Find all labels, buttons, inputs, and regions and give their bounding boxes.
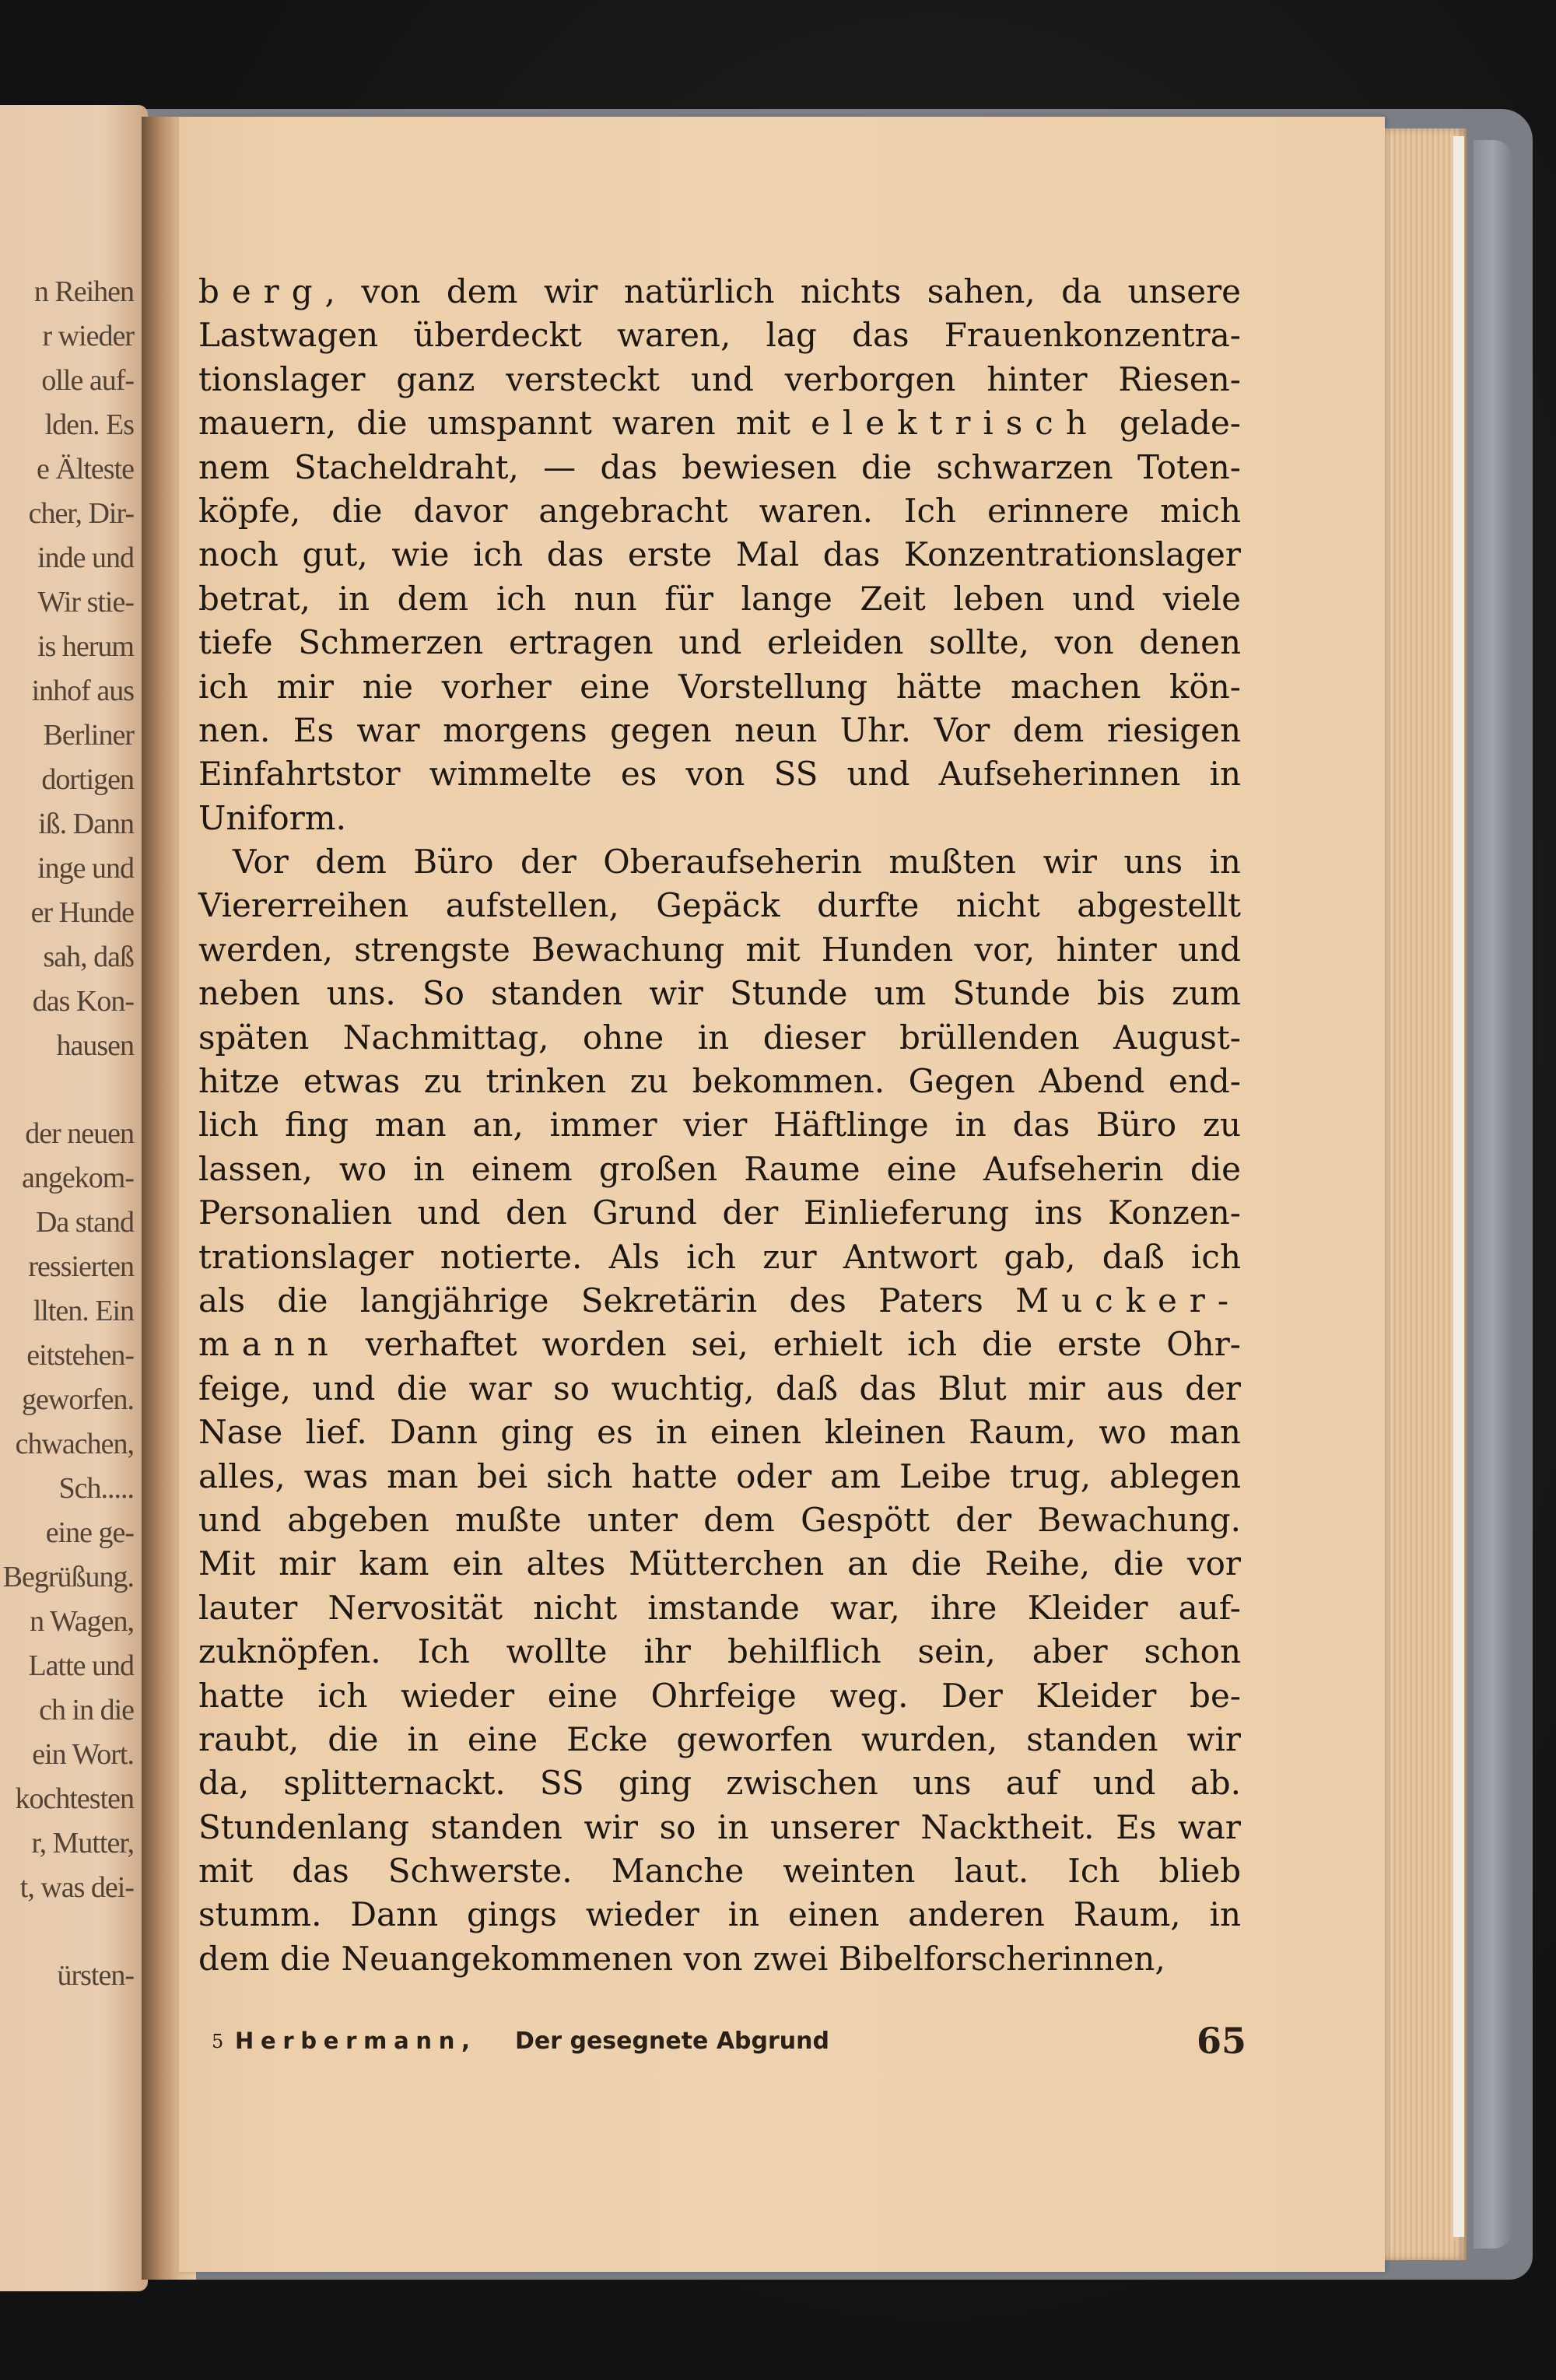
footer-author: Herbermann, xyxy=(235,2028,477,2054)
left-page-line: ein Wort. xyxy=(32,1738,134,1771)
text-line: nem Stacheldraht, — das bewiesen die schwarzen Toten- xyxy=(198,447,1241,486)
text-line: hitze etwas zu trinken zu bekommen. Gegen Abend end- xyxy=(198,1062,1241,1101)
text-line: tiefe Schmerzen ertragen und erleiden sollte, von denen xyxy=(198,623,1241,662)
text-line: zuknöpfen. Ich wollte ihr behilflich sein, aber schon xyxy=(198,1632,1241,1671)
left-page-line: t, was dei- xyxy=(19,1871,134,1904)
left-page-line: inhof aus xyxy=(31,675,134,707)
text-line: raubt, die in eine Ecke geworfen wurden, standen wir xyxy=(198,1719,1241,1758)
left-page-line: ch in die xyxy=(39,1694,134,1726)
left-page-line: cher, Dir- xyxy=(28,497,134,530)
footer-book-title: Der gesegnete Abgrund xyxy=(515,2028,829,2055)
text-line: späten Nachmittag, ohne in dieser brüllenden August- xyxy=(198,1018,1241,1057)
left-page-line: hausen xyxy=(56,1029,134,1062)
signature-mark: 5 xyxy=(212,2031,224,2052)
text-line: Nase lief. Dann ging es in einen kleinen Raum, wo man xyxy=(198,1413,1241,1452)
left-page-gap xyxy=(0,1910,134,1954)
page-edge-highlight xyxy=(1453,136,1464,2237)
left-page-line: n Reihen xyxy=(33,275,134,308)
left-page-line: Da stand xyxy=(35,1206,134,1239)
text-line: werden, strengste Bewachung mit Hunden vor, hinter und xyxy=(198,930,1241,969)
left-page-line: ressierten xyxy=(28,1250,134,1283)
left-page-line: geworfen. xyxy=(22,1383,134,1416)
text-line: betrat, in dem ich nun für lange Zeit leben und viele xyxy=(198,579,1241,618)
text-line: tionslager ganz versteckt und verborgen hinter Riesen- xyxy=(198,359,1241,398)
left-page-line: Begrüßung. xyxy=(2,1561,134,1593)
text-line: Personalien und den Grund der Einlieferung ins Konzen- xyxy=(198,1194,1241,1232)
left-page-line: r, Mutter, xyxy=(31,1827,134,1859)
text-line: köpfe, die davor angebracht waren. Ich erinnere mich xyxy=(198,491,1241,530)
left-page-line: das Kon- xyxy=(32,985,134,1018)
text-line: noch gut, wie ich das erste Mal das Konzentrationslager xyxy=(198,535,1241,574)
text-line: neben uns. So standen wir Stunde um Stunde bis zum xyxy=(198,974,1241,1013)
text-line: Lastwagen überdeckt waren, lag das Frauenkonzentra- xyxy=(198,316,1241,355)
left-page-line: Wir stie- xyxy=(37,586,134,619)
text-line: mann verhaftet worden sei, erhielt ich die erste Ohr- xyxy=(198,1325,1241,1364)
page-footer xyxy=(212,2017,1246,2063)
text-line: da, splitternackt. SS ging zwischen uns auf und ab. xyxy=(198,1764,1241,1803)
text-line: lauter Nervosität nicht imstande war, ihre Kleider auf- xyxy=(198,1588,1241,1627)
text-line: Stundenlang standen wir so in unserer Nacktheit. Es war xyxy=(198,1807,1241,1846)
text-line: mit das Schwerste. Manche weinten laut. Ich blieb xyxy=(198,1852,1241,1891)
left-facing-page xyxy=(0,105,148,2291)
text-line: lich fing man an, immer vier Häftlinge in das Büro zu xyxy=(198,1106,1241,1144)
left-page-line: angekom- xyxy=(22,1162,134,1194)
text-line: ich mir nie vorher eine Vorstellung hätte machen kön- xyxy=(198,667,1241,706)
text-line: lassen, wo in einem großen Raume eine Aufseherin die xyxy=(198,1149,1241,1188)
text-line: und abgeben mußte unter dem Gespött der Bewachung. xyxy=(198,1500,1241,1539)
text-line: stumm. Dann gings wieder in einen anderen Raum, in xyxy=(198,1895,1241,1934)
text-line: nen. Es war morgens gegen neun Uhr. Vor dem riesigen xyxy=(198,710,1241,749)
left-page-line: eine ge- xyxy=(45,1516,134,1549)
left-page-line: sah, daß xyxy=(43,941,134,973)
text-line: Uniform. xyxy=(198,798,346,837)
left-page-line: Berliner xyxy=(43,719,134,752)
left-page-line: chwachen, xyxy=(15,1428,134,1460)
text-line: Mit mir kam ein altes Mütterchen an die Reihe, die vor xyxy=(198,1544,1241,1583)
left-page-line: n Wagen, xyxy=(30,1605,134,1638)
text-line: Viererreihen aufstellen, Gepäck durfte nicht abgestellt xyxy=(198,886,1241,925)
text-line: als die langjährige Sekretärin des Paters Mucker- xyxy=(198,1281,1241,1320)
text-line: Vor dem Büro der Oberaufseherin mußten wir uns in xyxy=(233,843,1241,882)
text-line: feige, und die war so wuchtig, daß das Blut mir aus der xyxy=(198,1369,1241,1407)
left-page-line: Sch..... xyxy=(58,1472,134,1505)
left-page-gap xyxy=(0,1068,134,1112)
left-page-line: der neuen xyxy=(25,1117,134,1150)
left-page-line: lden. Es xyxy=(44,408,134,441)
text-line: mauern, die umspannt waren mit elektrisch gelade- xyxy=(198,404,1242,443)
text-line: hatte ich wieder eine Ohrfeige weg. Der Kleider be- xyxy=(198,1676,1241,1715)
text-line: dem die Neuangekommenen von zwei Bibelforscherinnen, xyxy=(198,1939,1165,1978)
text-line: alles, was man bei sich hatte oder am Leibe trug, ablegen xyxy=(198,1456,1241,1495)
left-page-line: e Älteste xyxy=(36,453,134,485)
left-page-line: kochtesten xyxy=(15,1782,134,1815)
left-page-text xyxy=(0,270,134,1998)
left-page-line: olle auf- xyxy=(41,364,134,397)
page-number: 65 xyxy=(1196,2020,1246,2062)
left-page-line: llten. Ein xyxy=(33,1295,134,1327)
left-page-line: is herum xyxy=(37,630,134,663)
text-line: trationslager notierte. Als ich zur Antwort gab, daß ich xyxy=(198,1237,1241,1276)
page-body-text xyxy=(198,270,1241,1981)
left-page-line: eitstehen- xyxy=(26,1339,134,1372)
left-page-line: inge und xyxy=(37,852,134,885)
left-page-line: dortigen xyxy=(41,763,134,796)
left-page-line: Latte und xyxy=(28,1649,134,1682)
text-line: berg, von dem wir natürlich nichts sahen, da unsere xyxy=(198,272,1241,310)
left-page-line: er Hunde xyxy=(30,896,134,929)
left-page-line: ürsten- xyxy=(57,1959,134,1992)
left-page-line: inde und xyxy=(37,542,134,574)
text-line: Einfahrtstor wimmelte es von SS und Aufseherinnen in xyxy=(198,755,1241,794)
left-page-line: iß. Dann xyxy=(38,808,134,840)
left-page-line: r wieder xyxy=(42,320,134,352)
